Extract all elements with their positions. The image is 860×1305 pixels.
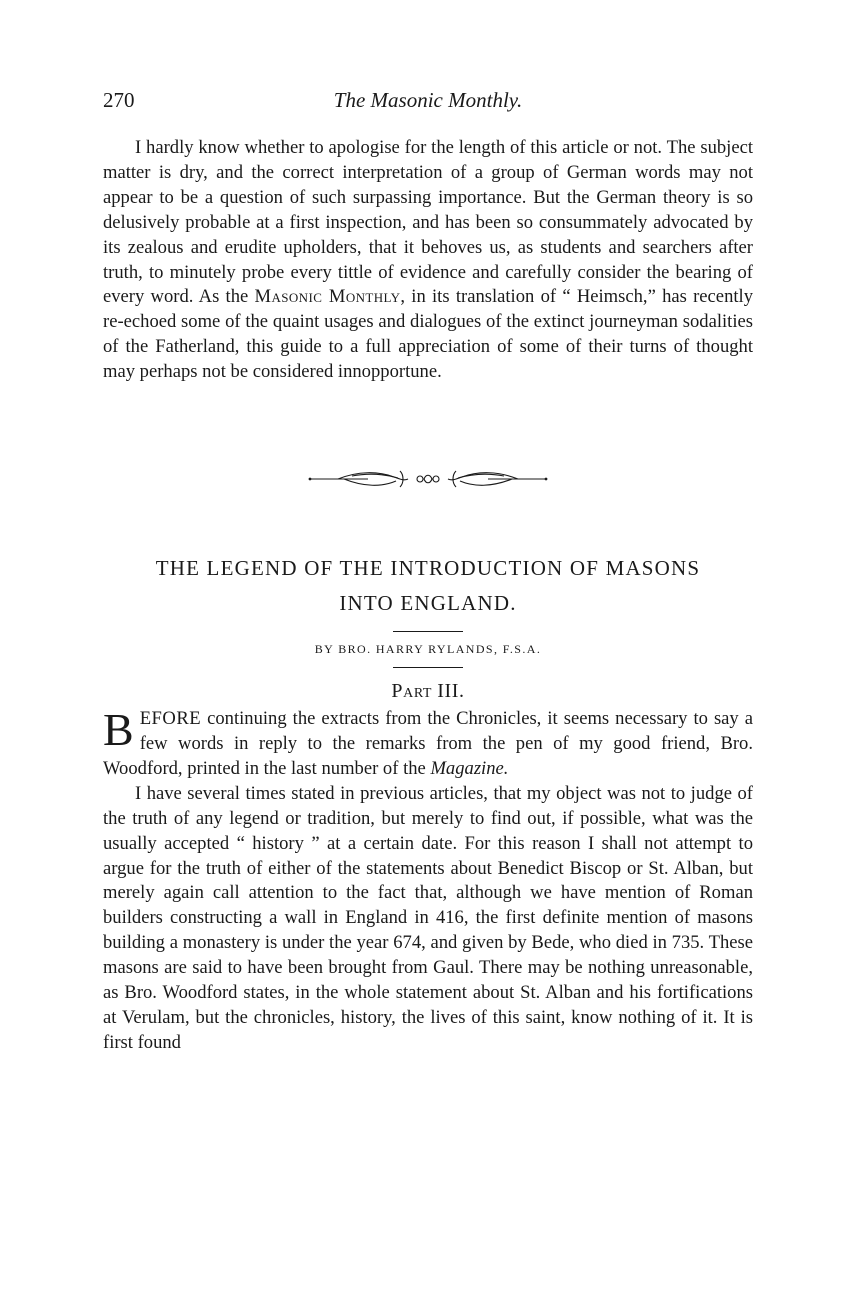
part-heading <box>103 680 753 703</box>
byline-rule <box>393 667 463 668</box>
page <box>103 88 753 1056</box>
part-rest: ART <box>403 686 433 702</box>
article-title-line1: THE LEGEND OF THE INTRODUCTION OF MASONS <box>155 556 701 581</box>
part-first-letter: P <box>391 680 404 703</box>
scrollwork-divider-icon <box>308 467 548 491</box>
magazine-reference: Magazine. <box>430 757 509 779</box>
article-title <box>103 551 753 621</box>
intro-text-part1: I hardly know whether to apologise for the length of this article or not. The subject matter is dry, and the correct interpretation of a group of German words may not appear to be a question of such surpassing importance. But the German theory is so delusively probable at a first inspection, and has been so consummately advocated by its zealous and erudite upholders, that it behoves us, as students and searchers after truth, to minutely probe every tittle of evidence and carefully consider the bearing of every word. As the <box>103 137 753 308</box>
drop-cap: B <box>103 704 134 756</box>
opening-paragraph <box>103 704 753 782</box>
running-head <box>103 88 753 122</box>
intro-paragraph <box>103 136 753 385</box>
byline: BY BRO. HARRY RYLANDS, F.S.A. <box>314 642 542 657</box>
journal-title: The Masonic Monthly. <box>333 88 523 112</box>
body-paragraph: I have several times stated in previous articles, that my object was not to judge of the truth of any legend or tradition, but merely to find out, if possible, what was the usually accepted “ history ” at a certain date. For this reason I shall not attempt to argue for the truth of either of the statements about Benedict Biscop or St. Alban, but merely again call attention to the fact that, although we have mention of Roman builders constructing a wall in England in 416, the first definite mention of masons building a monastery is under the year 674, and given by Bede, who died in 735. These masons are said to have been brought from Gaul. There may be nothing unreasonable, as Bro. Woodford states, in the whole statement about St. Alban and his fortifications at Verulam, but the chronicles, history, the lives of this saint, know nothing of it. It is first found <box>103 782 753 1053</box>
journal-reference: Masonic Monthly <box>254 286 401 308</box>
article-title-line2: INTO ENGLAND. <box>339 591 517 616</box>
page-number: 270 <box>103 88 135 112</box>
title-rule <box>393 631 463 632</box>
intro-text-part2: , in its translation of “ Heimsch,” has recently re-echoed some of the quaint usages and dialogues of the extinct journeyman sodalities of the Fatherland, this guide to a full appreciation of some of their turns of thought may perhaps not be considered innopportune. <box>103 286 753 383</box>
part-numeral: III. <box>437 680 465 703</box>
opening-word: EFORE <box>139 708 202 730</box>
opening-paragraph-text: continuing the extracts from the Chronicles, it seems necessary to say a few words in reply to the remarks from the pen of my good friend, Bro. Woodford, printed in the last number of the <box>103 708 753 779</box>
